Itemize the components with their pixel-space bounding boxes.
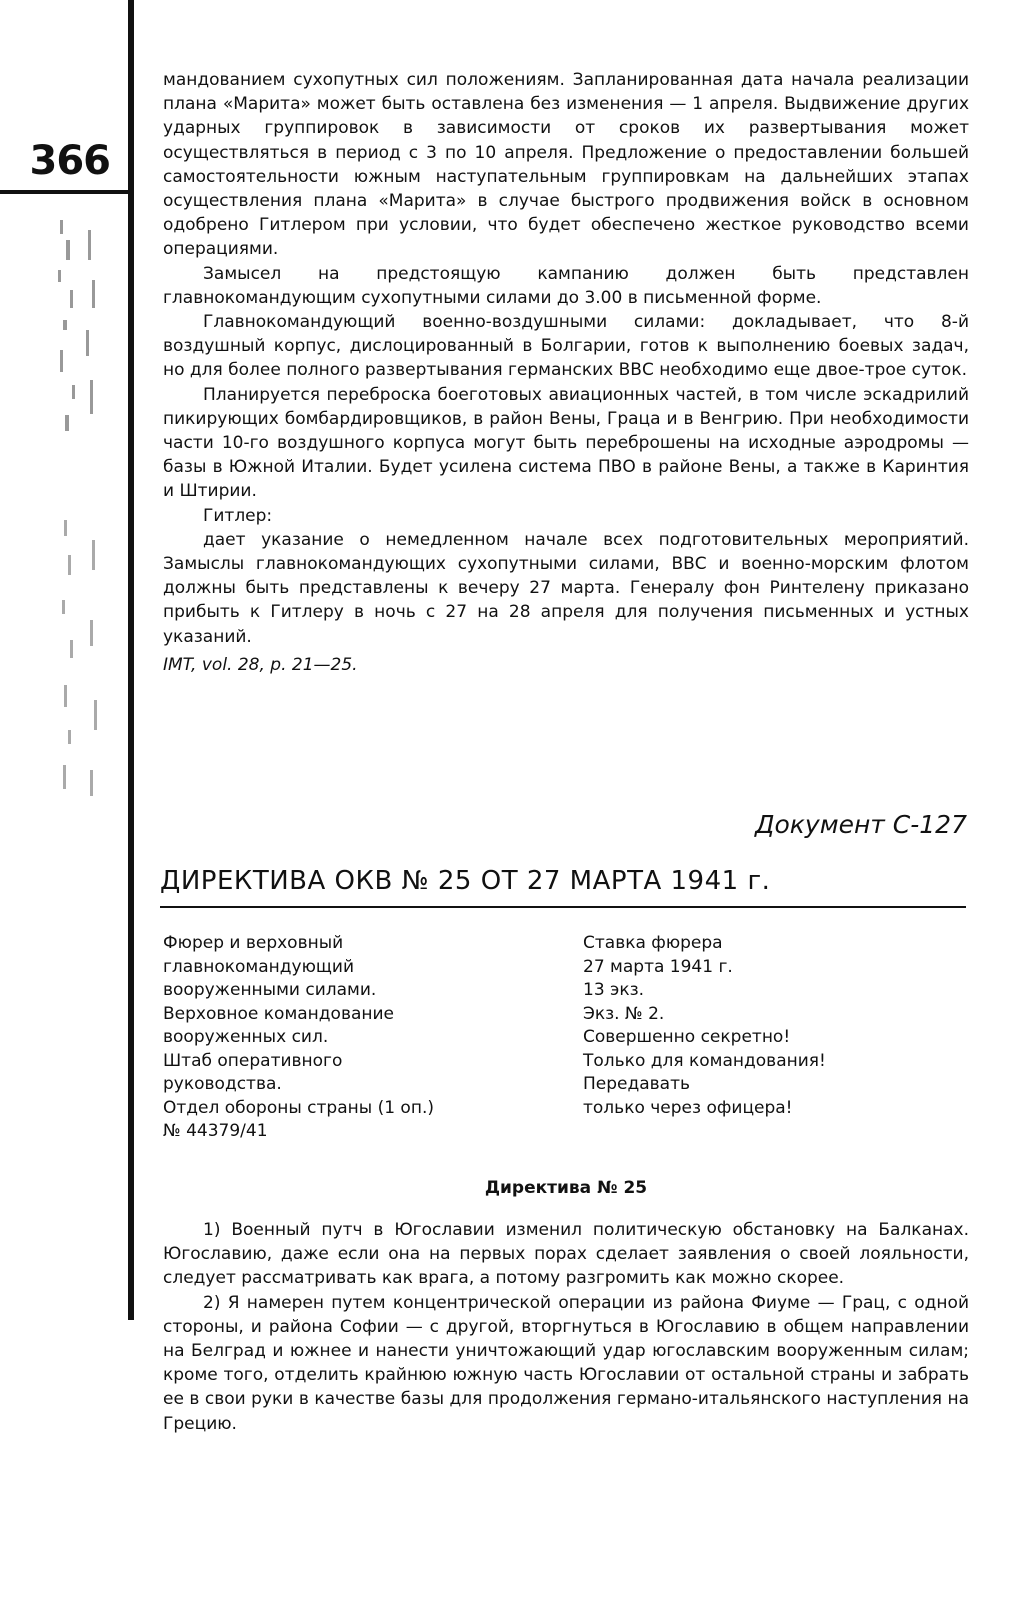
paragraph-hitler-label: Гитлер: [203, 505, 273, 526]
header-right-line: только через офицера! [583, 1097, 793, 1118]
header-left-line: Верховное командование [163, 1003, 395, 1024]
header-right-line: Только для командования! [583, 1050, 826, 1071]
header-left-line: вооруженных сил. [163, 1027, 329, 1047]
header-right-line: 27 марта 1941 г. [583, 956, 733, 977]
paragraph-hitler-instructions: дает указание о немедленном начале всех подготовительных мероприятий. Замыслы главнокомандующих сухопутными силами, ВВС и военно-морским флотом должны быть представлены к вечеру 27 марта. Генералу фон Ринтелену приказано прибыть к Гитлеру в ночь с 27 на 28 апреля для получения письменных и устных указаний. [163, 529, 969, 647]
header-left-line: руководства. [163, 1074, 282, 1094]
paragraph-luftwaffe-report: Главнокомандующий военно-воздушными силами: докладывает, что 8-й воздушный корпус, дислоцированный в Болгарии, готов к выполнению боевых задач, но для более полного развертывания германских ВВС необходимо еще двое-трое суток. [163, 312, 969, 381]
vertical-rule [128, 0, 134, 1320]
header-left-line: № 44379/41 [163, 1121, 268, 1141]
paragraph-plan-deadline: Замысел на предстоящую кампанию должен быть представлен главнокомандующим сухопутными силами до 3.00 в письменной форме. [163, 263, 969, 308]
header-right-line: 13 экз. [583, 980, 645, 1000]
paragraph-continuation: мандованием сухопутных сил положениям. Запланированная дата начала реализации плана «Марита» может быть оставлена без изменения — 1 апреля. Выдвижение других ударных группировок в зависимости от сроков их развертывания может осуществляться в период с 3 по 10 апреля. Предложение о предоставлении большей самостоятельности южным наступательным группировкам на дальнейших этапах осуществления плана «Марита» в случае быстрого продвижения войск в основном одобрено Гитлером при условии, что будет обеспечено жесткое руководство всеми операциями. [163, 70, 969, 260]
header-right-line: Совершенно секретно! [583, 1027, 791, 1047]
margin-bleed-through-bottom [30, 510, 110, 820]
header-left-line: вооруженными силами. [163, 980, 377, 1000]
header-left-line: главнокомандующий [163, 956, 355, 977]
directive-point-2: 2) Я намерен путем концентрической операции из района Фиуме — Грац, с одной стороны, и района Софии — с другой, вторгнуться в Югославию в общем направлении на Белград и южнее и нанести уничтожающий удар югославским вооруженным силам; кроме того, отделить крайнюю южную часть Югославии от остальной страны и забрать ее в свои руки в качестве базы для продолжения германо-итальянского наступления на Грецию. [163, 1292, 969, 1434]
header-right-line: Экз. № 2. [583, 1003, 665, 1024]
top-text-block [163, 68, 969, 677]
margin-bleed-through-top [30, 210, 110, 450]
header-left-line: Фюрер и верховный [163, 933, 344, 953]
header-right-line: Передавать [583, 1074, 691, 1094]
directive-subtitle: Директива № 25 [484, 1178, 648, 1198]
header-right-block [583, 932, 963, 1120]
heading-rule [160, 906, 966, 908]
directive-heading: ДИРЕКТИВА ОКВ № 25 ОТ 27 МАРТА 1941 г. [160, 866, 771, 896]
page-number-rule [0, 190, 133, 194]
header-right-line: Ставка фюрера [583, 933, 723, 953]
directive-point-1: 1) Военный путч в Югославии изменил политическую обстановку на Балканах. Югославию, даже если она на первых порах сделает заявления о своей лояльности, следует рассматривать как врага, а потому разгромить как можно скорее. [163, 1220, 969, 1289]
directive-text-block [163, 1218, 969, 1436]
header-left-line: Отдел обороны страны (1 оп.) [163, 1097, 434, 1118]
source-citation: IMT, vol. 28, p. 21—25. [163, 654, 358, 675]
header-left-block [163, 932, 563, 1144]
document-number: Документ С-127 [754, 810, 967, 839]
page-number: 366 [29, 138, 110, 184]
header-left-line: Штаб оперативного [163, 1050, 343, 1071]
paragraph-air-transfer: Планируется переброска боеготовых авиационных частей, в том числе эскадрилий пикирующих бомбардировщиков, в район Вены, Граца и в Венгрию. При необходимости части 10-го воздушного корпуса могут быть переброшены на исходные аэродромы — базы в Южной Италии. Будет усилена система ПВО в районе Вены, а также в Каринтия и Штирии. [163, 384, 969, 502]
